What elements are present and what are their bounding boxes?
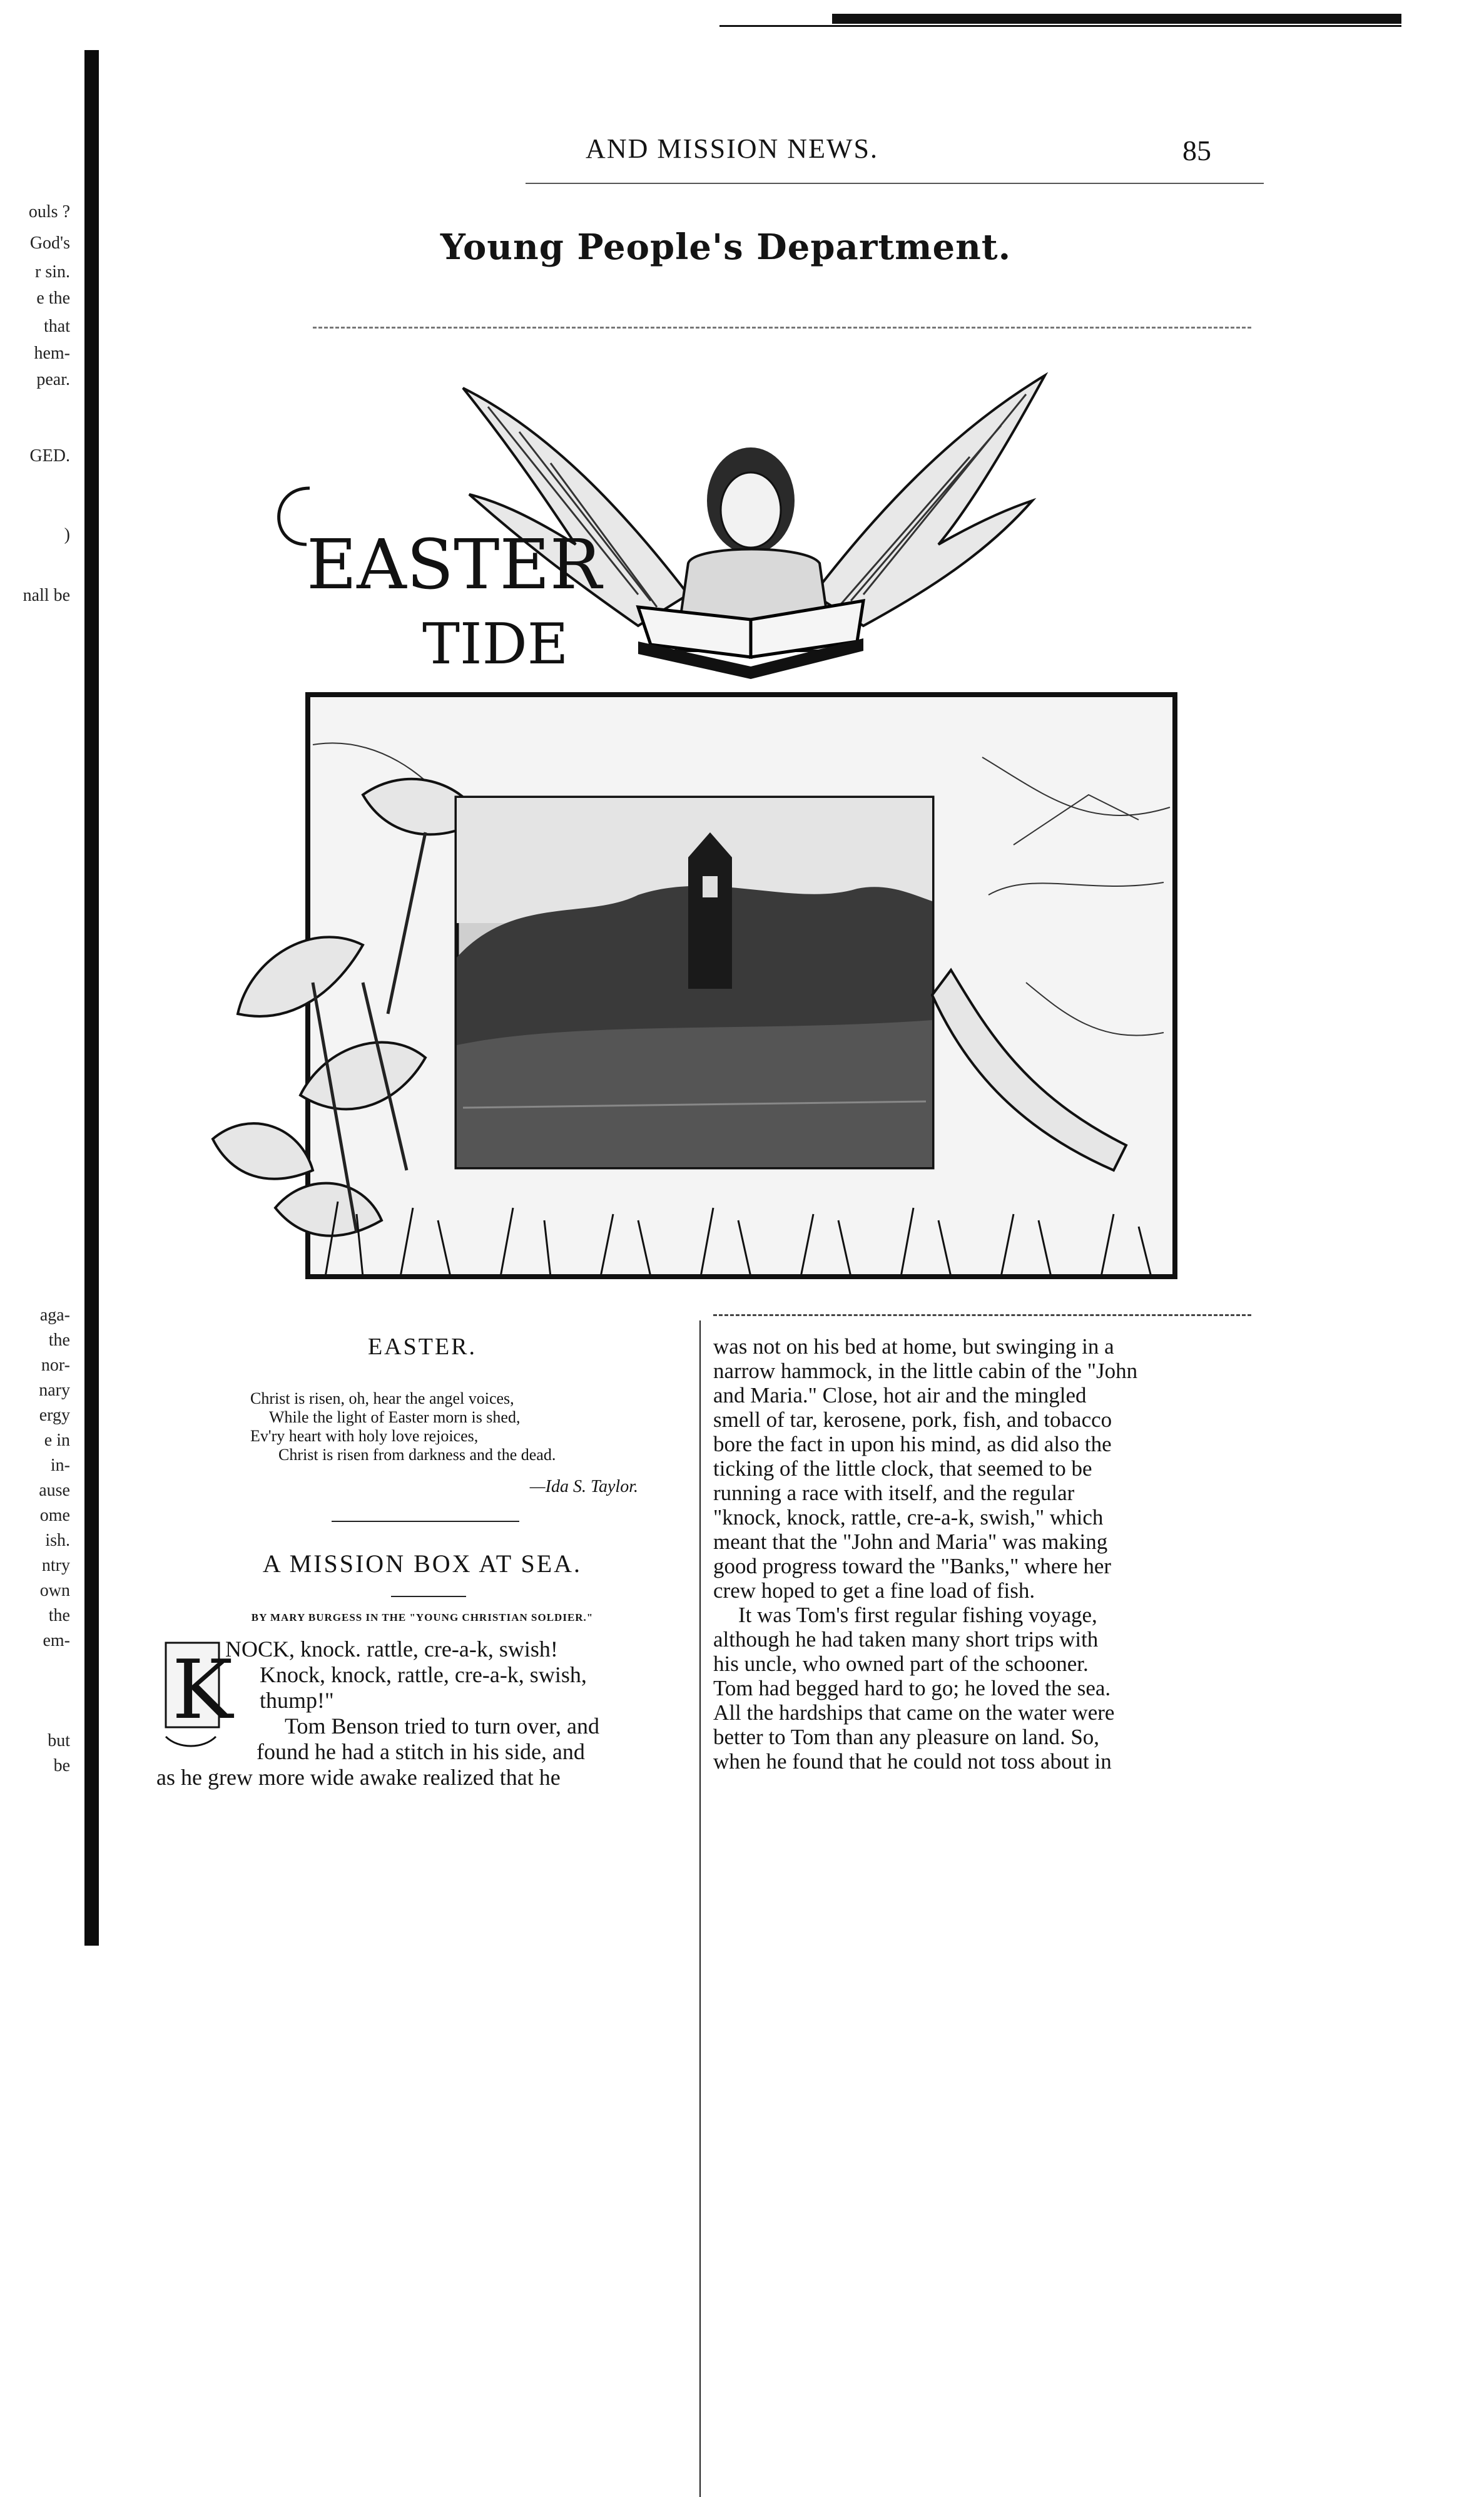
margin-fragment: nor-: [41, 1356, 70, 1375]
margin-fragment: ): [64, 525, 70, 544]
poem-line: Christ is risen from darkness and the dead.: [278, 1446, 556, 1464]
running-title: AND MISSION NEWS.: [586, 133, 878, 164]
poem-line: Christ is risen, oh, hear the angel voices,: [250, 1389, 514, 1407]
story-line: running a race with itself, and the regular: [713, 1481, 1075, 1505]
margin-fragment: ome: [39, 1506, 70, 1525]
margin-fragment: nary: [39, 1381, 70, 1400]
story-line: found he had a stitch in his side, and: [257, 1739, 585, 1764]
margin-fragment: e the: [36, 289, 70, 308]
margin-fragment: ish.: [45, 1531, 70, 1550]
story-line: bore the fact in upon his mind, as did also the: [713, 1432, 1112, 1456]
poem: [250, 1389, 688, 1464]
easter-tide-lettering: [279, 488, 604, 677]
column-divider: [699, 1320, 701, 2497]
story-line: crew hoped to get a fine load of fish.: [713, 1578, 1035, 1603]
column-rule: [713, 1314, 1251, 1316]
church-scene: [457, 798, 932, 1167]
top-rule: [832, 14, 1401, 24]
illustration-title-line1: EASTER: [307, 524, 602, 605]
poem-line: While the light of Easter morn is shed,: [269, 1408, 521, 1426]
margin-fragment: but: [48, 1731, 70, 1750]
margin-fragment: own: [39, 1581, 70, 1600]
margin-fragment: GED.: [29, 446, 70, 466]
story-line: meant that the "John and Maria" was making: [713, 1529, 1108, 1554]
story-line: It was Tom's first regular fishing voyage,: [738, 1603, 1097, 1627]
byline: BY MARY BURGESS IN THE "YOUNG CHRISTIAN SOLDIER.": [251, 1611, 594, 1623]
drop-cap-k: [160, 1630, 233, 1755]
margin-fragment: God's: [29, 233, 70, 253]
margin-fragment: the: [48, 1330, 70, 1350]
margin-fragment: ntry: [41, 1556, 70, 1575]
story-line: when he found that he could not toss about in: [713, 1749, 1112, 1774]
margin-fragment: the: [48, 1606, 70, 1625]
margin-fragment: that: [44, 317, 70, 336]
story-line: "knock, knock, rattle, cre-a-k, swish," which: [713, 1505, 1104, 1529]
story-line: good progress toward the "Banks," where her: [713, 1554, 1112, 1578]
svg-text:K: K: [172, 1642, 233, 1737]
section-title: Young People's Department.: [440, 227, 1012, 268]
story-line: thump!": [260, 1688, 334, 1713]
story-line: although he had taken many short trips with: [713, 1627, 1099, 1652]
story-line: his uncle, who owned part of the schooner.: [713, 1652, 1089, 1676]
angel-figure: [638, 447, 863, 679]
margin-fragment: pear.: [36, 370, 70, 389]
story-line: as he grew more wide awake realized that he: [156, 1765, 561, 1790]
story-line: narrow hammock, in the little cabin of the "John: [713, 1359, 1138, 1383]
page-number: 85: [1182, 135, 1211, 166]
story-line: Tom Benson tried to turn over, and: [285, 1713, 599, 1739]
margin-fragment: nall be: [23, 586, 70, 605]
margin-fragment: ouls ?: [28, 202, 70, 222]
story-line: better to Tom than any pleasure on land. So,: [713, 1725, 1100, 1749]
margin-fragment: be: [53, 1756, 70, 1775]
story-line: NOCK, knock. rattle, cre-a-k, swish!: [225, 1637, 558, 1662]
story-line: All the hardships that came on the water were: [713, 1700, 1115, 1725]
story-title: A MISSION BOX AT SEA.: [262, 1550, 582, 1578]
binding-edge: [84, 50, 99, 1946]
top-rule-thin: [719, 25, 1401, 27]
illustration-title-line2: TIDE: [422, 611, 569, 677]
margin-fragment: ause: [39, 1481, 70, 1500]
margin-fragment: aga-: [39, 1305, 70, 1325]
poem-heading: EASTER.: [367, 1334, 477, 1360]
story-line: was not on his bed at home, but swinging in a: [713, 1334, 1114, 1359]
story-line: ticking of the little clock, that seemed to be: [713, 1456, 1092, 1481]
margin-fragment: e in: [44, 1431, 70, 1450]
margin-fragment: em-: [43, 1631, 70, 1650]
margin-fragment: r sin.: [35, 262, 70, 282]
easter-tide-illustration: [200, 357, 1176, 1289]
poem-rule: [332, 1521, 519, 1522]
poem-author: —Ida S. Taylor.: [529, 1477, 638, 1496]
poem-line: Ev'ry heart with holy love rejoices,: [250, 1427, 479, 1445]
margin-fragment: in-: [50, 1456, 70, 1475]
header-rule: [526, 183, 1264, 184]
story-line: smell of tar, kerosene, pork, fish, and tobacco: [713, 1407, 1112, 1432]
story-line: Tom had begged hard to go; he loved the sea.: [713, 1676, 1111, 1700]
section-rule: [313, 327, 1251, 329]
story-rule: [391, 1596, 466, 1597]
story-line: Knock, knock, rattle, cre-a-k, swish,: [260, 1662, 587, 1687]
story-line: and Maria." Close, hot air and the mingled: [713, 1383, 1087, 1407]
margin-fragment: ergy: [39, 1406, 70, 1425]
margin-fragment: hem-: [34, 344, 70, 363]
